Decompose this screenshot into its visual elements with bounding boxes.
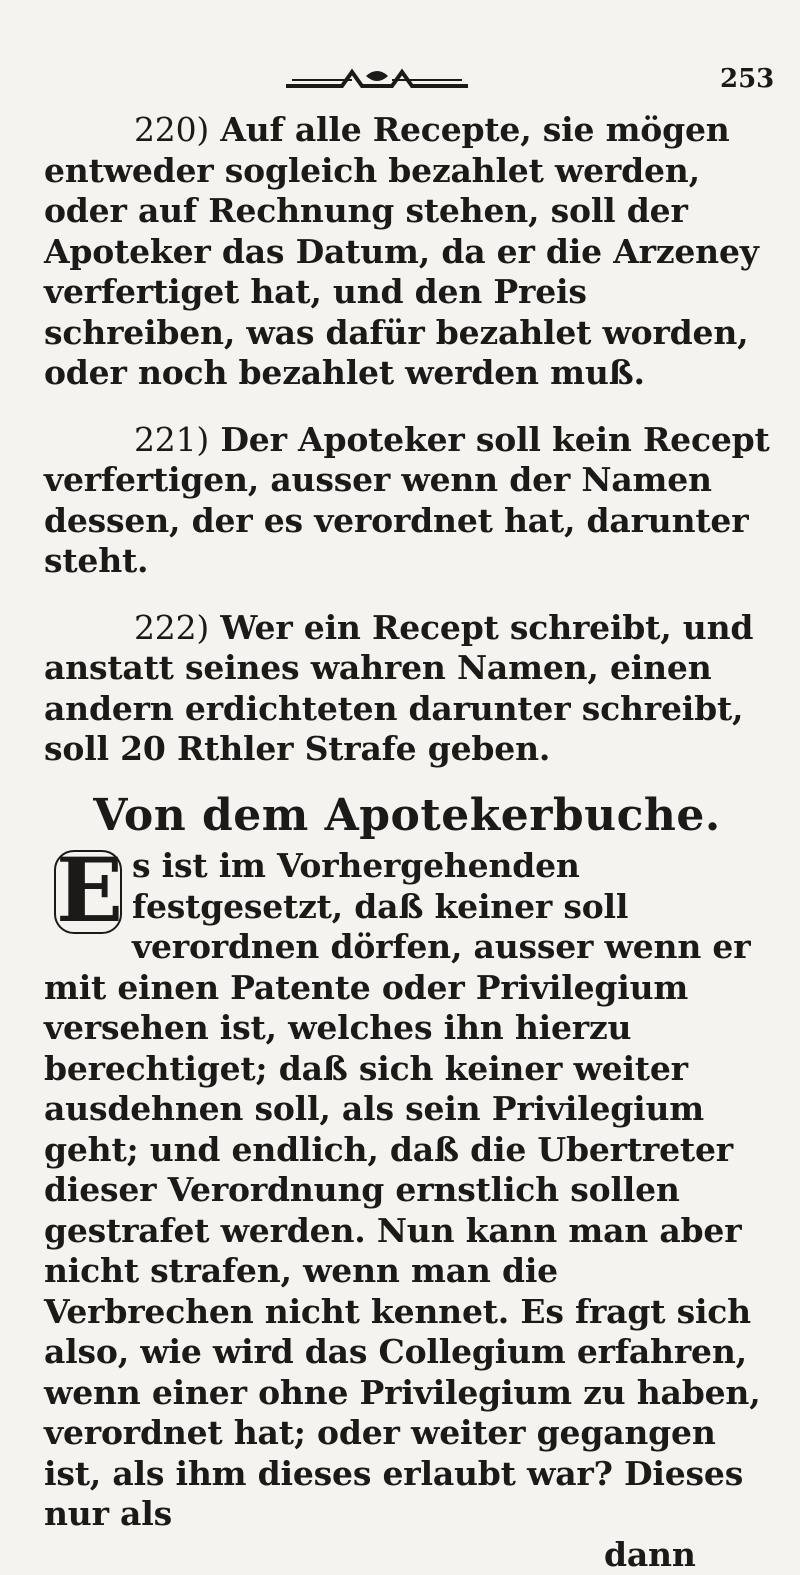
paragraph-220 [44, 110, 770, 394]
section-paragraph [44, 846, 770, 1535]
ornament-rule-icon [282, 66, 472, 92]
catchword: dann [44, 1535, 770, 1575]
section-title: Von dem Apotekerbuche. [44, 796, 770, 837]
paragraph-text: Wer ein Recept schreibt, und anstatt seines wahren Namen, einen andern erdichteten darunter schreibt, soll 20 Rthler Strafe geben. [44, 608, 753, 769]
paragraph-number: 221) [134, 420, 209, 459]
body-text [44, 110, 770, 1575]
paragraph-222 [44, 608, 770, 770]
paragraph-number: 220) [134, 110, 209, 149]
paragraph-number: 222) [134, 608, 209, 647]
decorated-initial: E [54, 850, 122, 934]
section-text: s ist im Vorhergehenden festgesetzt, daß keiner soll verordnen dörfen, ausser wenn er mit einen Patente oder Privilegium versehen ist, welches ihn hierzu berechtiget; daß sich keiner weiter ausdehnen soll, als sein Privilegium geht; und endlich, daß die Ubertreter dieser Verordnung ernstlich sollen gestrafet werden. Nun kann man aber nicht strafen, wenn man die Verbrechen nicht kennet. Es fragt sich also, wie wird das Collegium erfahren, wenn einer ohne Privilegium zu haben, verordnet hat; oder weiter gegangen ist, als ihm dieses erlaubt war? Dieses nur als [44, 846, 761, 1533]
paragraph-text: Auf alle Recepte, sie mögen entweder sogleich bezahlet werden, oder auf Rechnung stehen, soll der Apoteker das Datum, da er die Arzeney verfertiget hat, und den Preis schreiben, was dafür bezahlet worden, oder noch bezahlet werden muß. [44, 110, 759, 392]
paragraph-text: Der Apoteker soll kein Recept verfertigen, ausser wenn der Namen dessen, der es verordnet hat, darunter steht. [44, 420, 770, 581]
paragraph-221 [44, 420, 770, 582]
page-number: 253 [720, 64, 774, 94]
